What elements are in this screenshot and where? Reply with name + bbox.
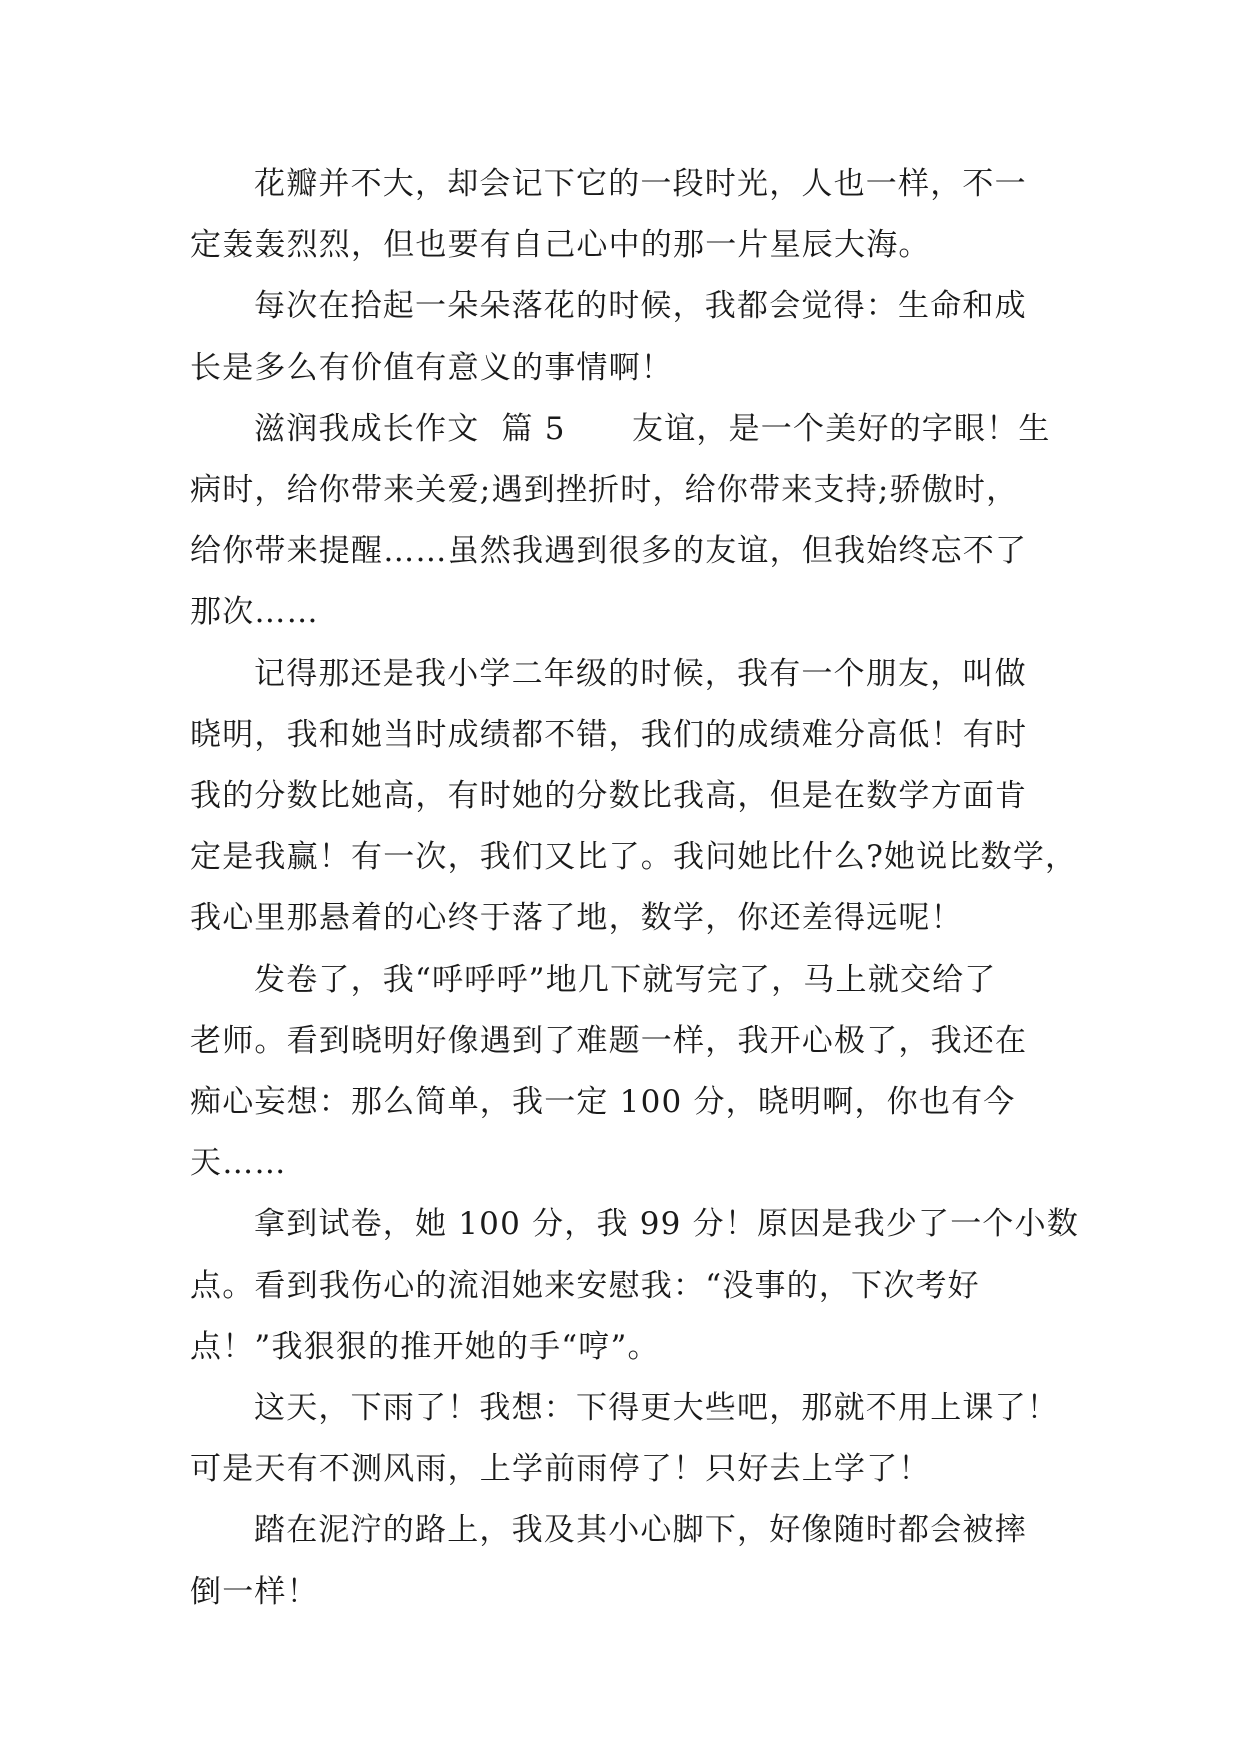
text-line: 踏在泥泞的路上，我及其小心脚下，好像随时都会被摔 [254,1512,1027,1549]
paragraph [190,399,1056,644]
text-line: 拿到试卷，她 100 分，我 99 分！原因是我少了一个小数 [254,1206,1080,1243]
text-line: 花瓣并不大，却会记下它的一段时光，人也一样，不一 [254,166,1027,202]
text-line: 发卷了，我“呼呼呼”地几下就写完了，马上就交给了 [254,961,997,998]
text-line: 滋润我成长作文 篇 5 友谊，是一个美好的字眼！生 [254,410,1051,447]
paragraph [190,1500,1056,1622]
text-line: 那次…… [190,594,319,631]
text-line: 给你带来提醒……虽然我遇到很多的友谊，但我始终忘不了 [190,533,1028,570]
text-line: 我心里那悬着的心终于落了地，数学，你还差得远呢！ [190,900,963,937]
text-line: 定轰轰烈烈，但也要有自己心中的那一片星辰大海。 [190,227,931,264]
text-line: 痴心妄想：那么简单，我一定 100 分，晓明啊，你也有今 [190,1084,1016,1121]
text-line: 这天，下雨了！我想：下得更大些吧，那就不用上课了！ [254,1390,1059,1427]
text-line: 每次在拾起一朵朵落花的时候，我都会觉得：生命和成 [254,288,1027,325]
text-line: 定是我赢！有一次，我们又比了。我问她比什么?她说比数学， [190,839,1078,876]
text-line: 点！”我狠狠的推开她的手“哼”。 [190,1328,660,1365]
text-line: 可是天有不测风雨，上学前雨停了！只好去上学了！ [190,1451,931,1488]
paragraph [190,154,1056,276]
text-line: 长是多么有价值有意义的事情啊！ [190,349,673,386]
text-line: 病时，给你带来关爱;遇到挫折时，给你带来支持;骄傲时， [190,472,1019,509]
text-line: 老师。看到晓明好像遇到了难题一样，我开心极了，我还在 [190,1022,1028,1059]
text-line: 我的分数比她高，有时她的分数比我高，但是在数学方面肯 [190,778,1028,815]
paragraph [190,276,1056,398]
document-body [190,154,1080,1623]
paragraph [190,1378,1059,1500]
paragraph [190,644,1078,950]
paragraph [190,1194,1080,1378]
paragraph [190,950,1056,1195]
text-line: 倒一样！ [190,1573,319,1610]
text-line: 晓明，我和她当时成绩都不错，我们的成绩难分高低！有时 [190,716,1028,753]
text-line: 记得那还是我小学二年级的时候，我有一个朋友，叫做 [254,655,1027,692]
text-line: 点。看到我伤心的流泪她来安慰我：“没事的，下次考好 [190,1267,980,1304]
text-line: 天…… [190,1145,287,1182]
